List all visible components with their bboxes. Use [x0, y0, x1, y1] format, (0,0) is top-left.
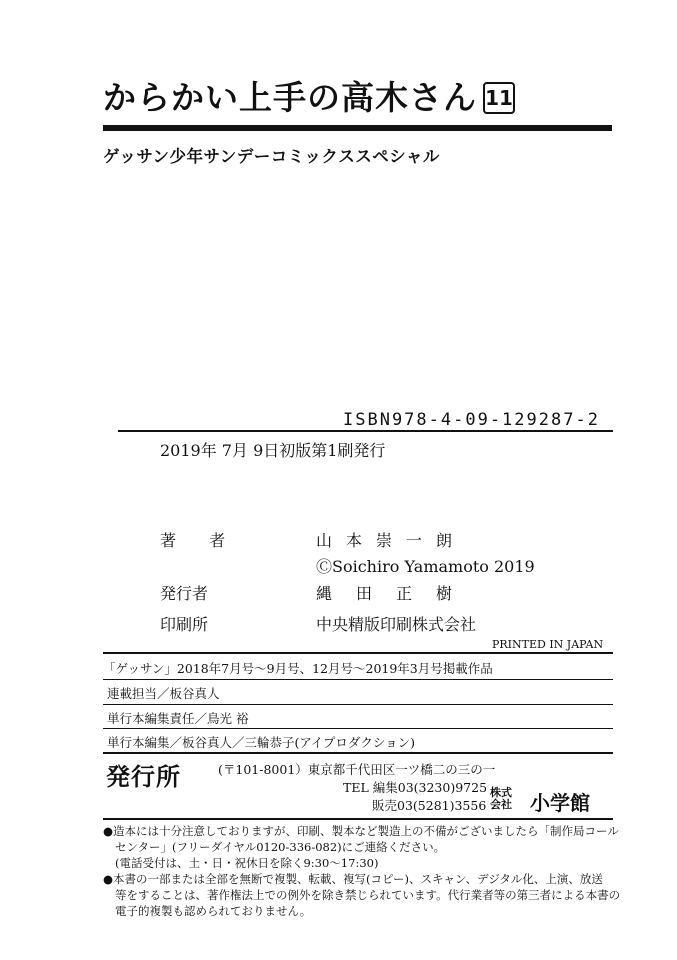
- kabushiki-bottom: 会社: [490, 798, 512, 811]
- publisher-office-label: 発行所: [106, 763, 181, 791]
- credits-rule: [103, 652, 613, 654]
- publisher-person: 縄田正樹: [316, 584, 477, 603]
- note-line: 電子的複製も認められておりません。: [115, 904, 312, 918]
- note-line: ●造本には十分注意しておりますが、印刷、製本など製造上の不備がございましたら「制作局コール: [103, 824, 619, 838]
- note-line: ●本書の一部または全部を無断で複製、転載、複写(コピー)、スキャン、デジタル化、上演、放送: [103, 872, 603, 886]
- legal-notes: [103, 823, 620, 919]
- divider-2: [103, 704, 613, 705]
- isbn: ISBN978-4-09-129287-2: [343, 410, 600, 430]
- copyright-line: ⒸSoichiro Yamamoto 2019: [316, 557, 535, 576]
- book-title: からかい上手の高木さん: [103, 78, 477, 117]
- author-label: 著 者: [160, 531, 240, 550]
- note-line: 等をすることは、著作権法上での例外を除き禁じられています。代行業者等の第三者による本書の: [115, 888, 621, 902]
- note-line: (電話受付は、土・日・祝休日を除く9:30～17:30): [115, 856, 379, 870]
- divider-3: [103, 728, 613, 729]
- kabushiki-kaisha: [490, 787, 512, 811]
- first-print-date: 2019年 7月 9日初版第1刷発行: [160, 441, 386, 460]
- publisher-rule: [103, 818, 613, 820]
- title-rule: [103, 125, 612, 131]
- publisher-label: 発行者: [160, 584, 209, 603]
- tel-sales: 販売03(5281)3556: [372, 798, 487, 813]
- publisher-address: [218, 760, 495, 778]
- serial-editor: 連載担当／板谷真人: [107, 686, 220, 701]
- printed-in-japan: PRINTED IN JAPAN: [492, 638, 604, 651]
- title-block: [103, 78, 515, 118]
- tel-editorial: TEL 編集03(3230)9725: [343, 780, 488, 795]
- kabushiki-top: 株式: [490, 786, 512, 799]
- book-editor-chief: 単行本編集責任／鳥光 裕: [107, 711, 249, 726]
- isbn-rule: [118, 430, 613, 432]
- volume-number: 11: [483, 82, 515, 114]
- book-editors: 単行本編集／板谷真人／三輪恭子(アイプロダクション): [107, 735, 416, 750]
- author-name: 山本崇一朗: [316, 531, 467, 550]
- serialization-info: 「ゲッサン」2018年7月号～9月号、12月号～2019年3月号掲載作品: [103, 661, 493, 676]
- series-name: ゲッサン少年サンデーコミックススペシャル: [103, 147, 440, 166]
- divider-4: [103, 752, 613, 754]
- note-line: センター」(フリーダイヤル0120-336-082)にご連絡ください。: [115, 840, 446, 854]
- address-paren: (: [218, 762, 223, 777]
- address-text: 〒101-8001）東京都千代田区一ツ橋二の三の一: [222, 762, 496, 777]
- printer-label: 印刷所: [160, 615, 209, 634]
- divider-1: [103, 679, 613, 680]
- printer-name: 中央精版印刷株式会社: [316, 615, 477, 634]
- publisher-company-logo: 小学館: [530, 791, 590, 815]
